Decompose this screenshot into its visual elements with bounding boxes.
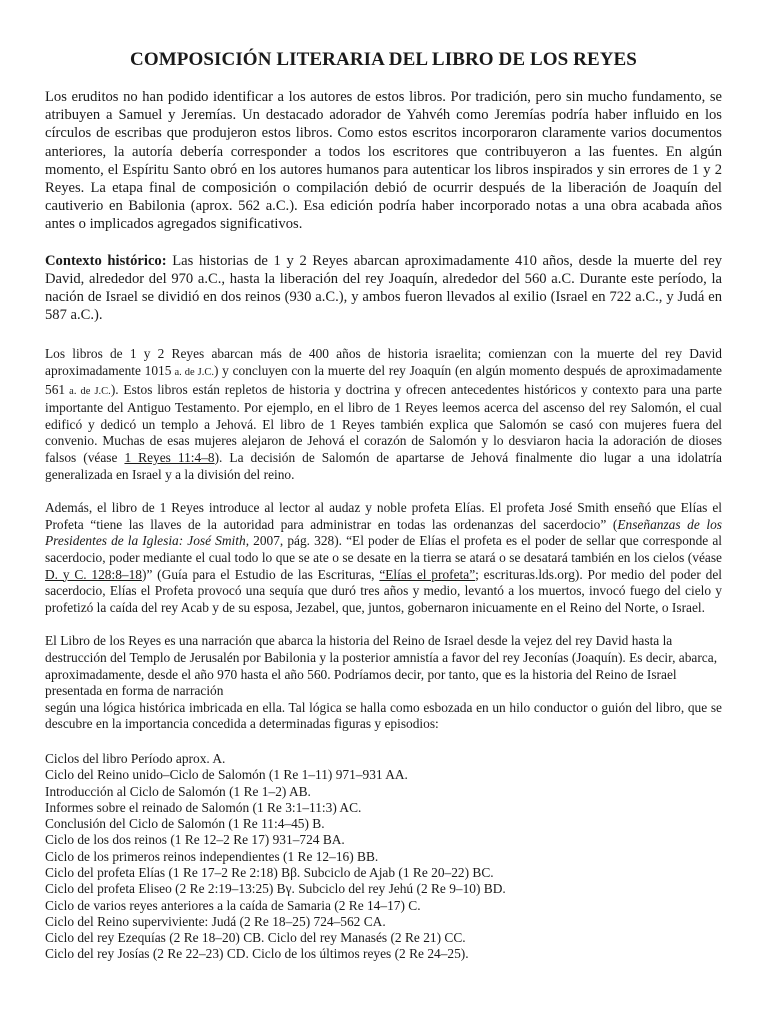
list-item: Ciclos del libro Período aprox. A. (45, 750, 226, 766)
elijah-text-1: Además, el libro de 1 Reyes introduce al lector al audaz y noble profeta Elías. El profeta José Smith enseñó que Elías el Profeta “tiene las llaves de la autoridad para administrar en todas las ordenanzas del sacerdocio” ( (45, 500, 722, 532)
list-item: Conclusión del Ciclo de Salomón (1 Re 11:4–45) B. (45, 816, 325, 832)
elijah-book-title: Enseñanzas de los Presidentes de la Iglesia: José Smith (45, 516, 722, 549)
overview-text-2: ) y concluyen con la muerte del rey Joaquín (en algún momento después de aproximadamente 561 (45, 363, 722, 397)
list-item: Ciclo de los dos reinos (1 Re 12–2 Re 17) 931–724 BA. (45, 832, 345, 848)
overview-date-note-1: a. de J.C. (171, 367, 214, 379)
page-title: COMPOSICIÓN LITERARIA DEL LIBRO DE LOS REYES (130, 49, 637, 70)
list-item: Ciclo del Reino superviviente: Judá (2 Re 18–25) 724–562 CA. (45, 913, 386, 929)
guide-link-elias[interactable]: “Elías el profeta” (379, 566, 476, 582)
overview-text-3: ). Estos libros están repletos de historia y doctrina y ofrecen antecedentes históricos y contexto para una parte importante del Antiguo Testamento. Por ejemplo, en el libro de 1 Reyes leemos acerca del ascenso del rey Salomón, el cual edificó y dedicó un templo a Jehová. El libro de 1 Reyes también explica que Salomón se casó con mujeres fuera del convenio. Muchas de esas mujeres alejaron de Jehová el corazón de Salomón y lo desviaron hacia la adoración de dioses falsos (véase (45, 381, 722, 465)
list-item: Informes sobre el reinado de Salomón (1 Re 3:1–11:3) AC. (45, 799, 362, 815)
list-item: Ciclo del rey Josías (2 Re 22–23) CD. Ciclo de los últimos reyes (2 Re 24–25). (45, 946, 469, 962)
overview-text-4: ). La decisión de Salomón de apartarse de Jehová finalmente dio lugar a una idolatría generalizada en Israel y a la división del reino. (45, 450, 722, 482)
kings-overview-paragraph (45, 346, 722, 483)
list-item: Ciclo del Reino unido–Ciclo de Salomón (1 Re 1–11) 971–931 AA. (45, 767, 408, 783)
historical-context-lead: Contexto histórico: (45, 252, 167, 269)
list-item: Ciclo de varios reyes anteriores a la caída de Samaria (2 Re 14–17) C. (45, 897, 421, 913)
narrative-paragraph (45, 633, 722, 733)
elijah-text-4: ; escrituras.lds.org). Por medio del poder del sacerdocio, Elías el Profeta provocó una sequía que duró tres años y medio, levantó a los muertos, invocó fuego del cielo y profetizó la caída del rey Acab y de su esposa, Jezabel, que, juntos, gobernaron inicuamente en el Reino del Norte, o Israel. (45, 566, 722, 615)
overview-text-1: Los libros de 1 y 2 Reyes abarcan más de 400 años de historia israelita; comienzan con la muerte del rey David aproximadamente 1015 (45, 346, 722, 379)
list-item: Ciclo del profeta Eliseo (2 Re 2:19–13:25) Bγ. Subciclo del rey Jehú (2 Re 9–10) BD. (45, 881, 506, 897)
list-item: Ciclo del profeta Elías (1 Re 17–2 Re 2:18) Bβ. Subciclo de Ajab (1 Re 20–22) BC. (45, 864, 494, 880)
elijah-text-3: )” (Guía para el Estudio de las Escrituras, (141, 566, 380, 582)
narrative-text-1: El Libro de los Reyes es una narración que abarca la historia del Reino de Israel desde la vejez del rey David hasta la destrucción del Templo de Jerusalén por Babilonia y la posterior amnistía a favor del rey Jeconías (Joaquín). Es decir, abarca, aproximadamente, desde el año 970 hasta el año 560. Podríamos decir, por tanto, que es la historia del Reino de Israel presentada en forma de narración (45, 633, 718, 699)
scripture-link-dyc[interactable]: D. y C. 128:8–18 (45, 566, 142, 582)
scripture-link-1-reyes[interactable]: 1 Reyes 11:4–8 (124, 450, 215, 465)
overview-date-note-2: a. de J.C. (65, 385, 111, 397)
list-item: Ciclo de los primeros reinos independientes (1 Re 12–16) BB. (45, 848, 379, 864)
list-item: Introducción al Ciclo de Salomón (1 Re 1–2) AB. (45, 783, 311, 799)
historical-context-paragraph (45, 252, 722, 325)
elijah-paragraph (45, 500, 722, 616)
list-item: Ciclo del rey Ezequías (2 Re 18–20) CB. Ciclo del rey Manasés (2 Re 21) CC. (45, 930, 466, 946)
historical-context-text: Las historias de 1 y 2 Reyes abarcan aproximadamente 410 años, desde la muerte del rey David, alrededor del 970 a.C., hasta la liberación del rey Joaquín, alrededor del 560 a.C. Durante este período, la nación de Israel se dividió en dos reinos (930 a.C.), y ambos fueron llevados al exilio (Israel en 722 a.C., y Judá en 587 a.C.). (45, 252, 722, 324)
narrative-text-2: según una lógica histórica imbricada en ella. Tal lógica se halla como esbozada en un hilo conductor o guión del libro, que se descubre en la importancia concedida a determinadas figuras y episodios: (45, 699, 722, 732)
elijah-text-2: , 2007, pág. 328). “El poder de Elías el profeta es el poder de sellar que corresponde al sacerdocio, poder mediante el cual todo lo que se ate o se desate en la tierra se atará o se desatará también en los cielos (véase (45, 533, 722, 565)
cycles-list (45, 751, 722, 963)
intro-paragraph: Los eruditos no han podido identificar a los autores de estos libros. Por tradición, pero sin mucho fundamento, se atribuyen a Samuel y Jeremías. Un destacado adorador de Yahvéh como Jeremías podría haber influido en los círculos de escribas que produjeron estos libros. Como estos escritos incorporaron claramente varios documentos anteriores, la autoría debería corresponder a todos los escritores que contribuyeron a las fuentes. En algún momento, el Espíritu Santo obró en los autores humanos para autenticar los libros inspirados y sin errores de 1 y 2 Reyes. La etapa final de composición o compilación debió de ocurrir después de la liberación de Joaquín del cautiverio en Babilonia (aprox. 562 a.C.). Esa edición podría haber incorporado notas a una obra acabada años antes o implicados agregados significativos. (45, 89, 722, 233)
